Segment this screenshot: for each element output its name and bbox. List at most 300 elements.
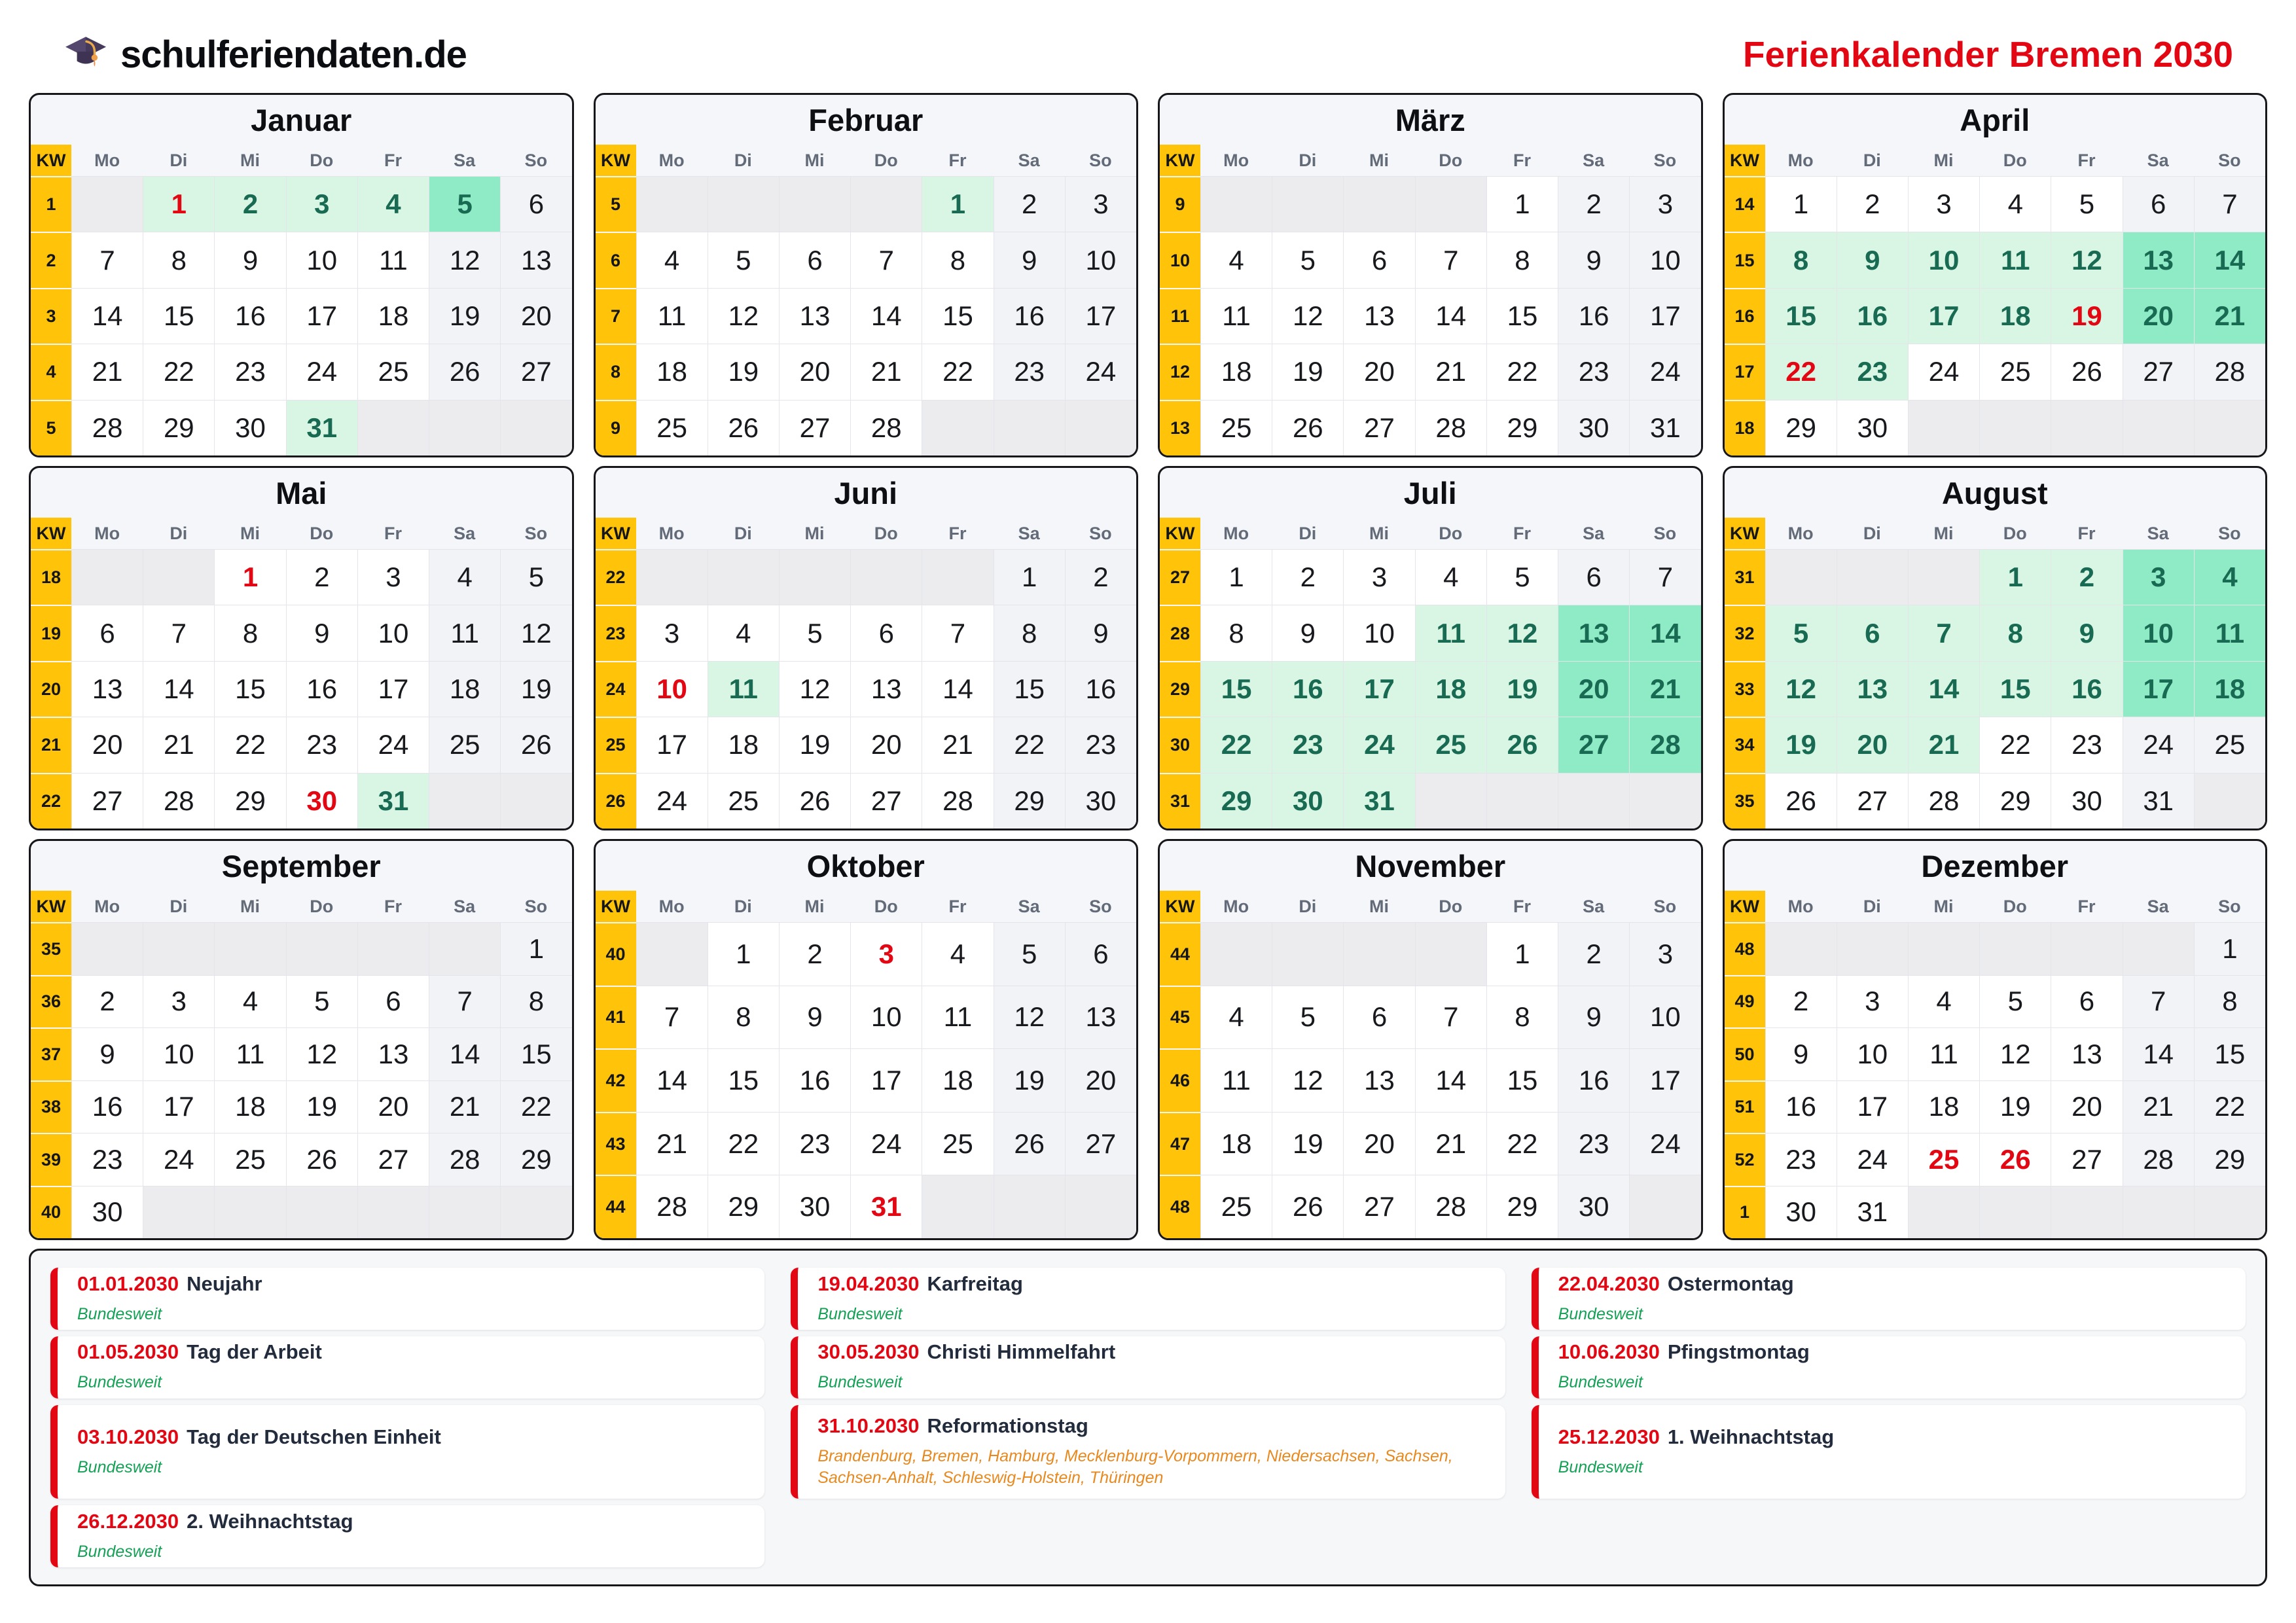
day-cell xyxy=(1272,176,1343,232)
day-cell: 8 xyxy=(922,232,993,287)
day-cell: 2 xyxy=(1558,176,1629,232)
kw-cell: 12 xyxy=(1160,344,1200,399)
day-cell: 1 xyxy=(1486,922,1558,986)
weekday-header: Do xyxy=(1439,523,1463,543)
kw-cell: 50 xyxy=(1725,1027,1765,1080)
holiday-date: 03.10.2030 xyxy=(77,1425,179,1448)
day-cell: 10 xyxy=(2123,605,2194,660)
kw-cell: 15 xyxy=(1725,232,1765,287)
day-cell: 3 xyxy=(1629,922,1700,986)
day-cell: 30 xyxy=(1065,773,1136,829)
day-cell xyxy=(922,400,993,455)
week-row xyxy=(1160,922,1701,986)
holiday-title-line xyxy=(817,1272,1485,1296)
day-cell: 8 xyxy=(1486,986,1558,1049)
day-cell: 9 xyxy=(779,986,850,1049)
day-cell: 30 xyxy=(779,1175,850,1238)
week-row xyxy=(1725,288,2266,344)
day-cell: 3 xyxy=(1837,975,1908,1028)
week-row xyxy=(596,1112,1137,1175)
day-cell: 18 xyxy=(922,1048,993,1112)
weekday-header: Di xyxy=(1299,896,1317,916)
day-cell: 24 xyxy=(143,1133,214,1186)
day-cell: 20 xyxy=(357,1080,429,1133)
day-cell: 30 xyxy=(1558,400,1629,455)
day-cell: 25 xyxy=(2194,717,2265,772)
day-cell xyxy=(994,1175,1065,1238)
weekday-header: Mi xyxy=(1369,150,1390,170)
day-cell: 1 xyxy=(994,549,1065,605)
day-cell: 19 xyxy=(779,717,850,772)
weeks-body xyxy=(31,922,572,1238)
kw-cell: 44 xyxy=(596,1175,636,1238)
holiday-entry xyxy=(50,1336,764,1399)
day-cell xyxy=(850,176,922,232)
day-cell: 5 xyxy=(1272,232,1343,287)
day-cell xyxy=(1629,773,1700,829)
day-cell: 23 xyxy=(1837,344,1908,399)
day-cell: 29 xyxy=(2194,1133,2265,1186)
day-cell xyxy=(429,773,500,829)
day-cell xyxy=(2051,1186,2122,1239)
day-cell: 30 xyxy=(1837,400,1908,455)
kw-cell: 37 xyxy=(31,1027,71,1080)
weekday-header: Mi xyxy=(1933,523,1954,543)
month-header-row xyxy=(596,518,1137,549)
day-cell: 29 xyxy=(1979,773,2051,829)
day-cell: 14 xyxy=(850,288,922,344)
day-cell: 20 xyxy=(500,288,571,344)
weekday-header: Sa xyxy=(1583,523,1605,543)
day-cell: 27 xyxy=(1065,1112,1136,1175)
holiday-name: Pfingstmontag xyxy=(1667,1340,1810,1364)
day-cell: 28 xyxy=(429,1133,500,1186)
weekday-header: Do xyxy=(2003,896,2027,916)
day-cell xyxy=(922,549,993,605)
day-cell: 14 xyxy=(429,1027,500,1080)
logo-link[interactable] xyxy=(64,33,467,77)
month-title: Februar xyxy=(808,102,924,137)
day-cell: 16 xyxy=(1837,288,1908,344)
day-cell: 12 xyxy=(1979,1027,2051,1080)
day-cell: 19 xyxy=(429,288,500,344)
day-cell: 6 xyxy=(1343,232,1414,287)
week-row xyxy=(1160,232,1701,287)
day-cell: 22 xyxy=(1200,717,1272,772)
kw-cell: 22 xyxy=(596,549,636,605)
holiday-regions: Bundesweit xyxy=(817,1373,903,1392)
day-cell: 25 xyxy=(922,1112,993,1175)
day-cell: 31 xyxy=(850,1175,922,1238)
day-cell: 7 xyxy=(1629,549,1700,605)
kw-cell: 17 xyxy=(1725,344,1765,399)
day-cell: 20 xyxy=(850,717,922,772)
week-row xyxy=(31,661,572,717)
day-cell: 24 xyxy=(1343,717,1414,772)
weekday-header: Fr xyxy=(2077,150,2096,170)
day-cell xyxy=(2051,400,2122,455)
holiday-name: Reformationstag xyxy=(927,1414,1088,1437)
day-cell: 30 xyxy=(286,773,357,829)
weekday-header: Di xyxy=(1863,896,1881,916)
day-cell: 24 xyxy=(850,1112,922,1175)
day-cell: 1 xyxy=(500,922,571,975)
day-cell: 24 xyxy=(2123,717,2194,772)
day-cell: 17 xyxy=(1343,661,1414,717)
day-cell xyxy=(429,400,500,455)
kw-cell: 34 xyxy=(1725,717,1765,772)
day-cell: 29 xyxy=(1486,1175,1558,1238)
day-cell: 6 xyxy=(2123,176,2194,232)
day-cell: 21 xyxy=(143,717,214,772)
kw-cell: 31 xyxy=(1725,549,1765,605)
day-cell: 27 xyxy=(1343,1175,1414,1238)
day-cell xyxy=(357,922,429,975)
weekday-header: Mo xyxy=(1787,523,1814,543)
day-cell xyxy=(214,922,285,975)
day-cell: 23 xyxy=(214,344,285,399)
month-title: Januar xyxy=(251,102,352,137)
day-cell: 9 xyxy=(1065,605,1136,660)
day-cell: 19 xyxy=(1272,1112,1343,1175)
holiday-date: 01.05.2030 xyxy=(77,1340,179,1364)
weekday-header: Do xyxy=(2003,150,2027,170)
weekday-header: Fr xyxy=(2077,523,2096,543)
day-cell: 18 xyxy=(1908,1080,1979,1133)
day-cell: 30 xyxy=(1558,1175,1629,1238)
kw-cell: 21 xyxy=(31,717,71,772)
weekday-header: So xyxy=(524,523,548,543)
weekday-header: Fr xyxy=(948,150,967,170)
day-cell: 20 xyxy=(1065,1048,1136,1112)
holiday-regions: Bundesweit xyxy=(1558,1304,1643,1323)
day-cell: 16 xyxy=(286,661,357,717)
day-cell xyxy=(214,1186,285,1239)
month-header-row xyxy=(31,145,572,176)
week-row xyxy=(31,1186,572,1239)
month-panel xyxy=(1723,466,2268,830)
day-cell: 25 xyxy=(1415,717,1486,772)
day-cell: 15 xyxy=(1486,288,1558,344)
day-cell xyxy=(1629,1175,1700,1238)
day-cell: 17 xyxy=(1629,288,1700,344)
week-row xyxy=(1725,176,2266,232)
day-cell: 14 xyxy=(1629,605,1700,660)
day-cell: 12 xyxy=(500,605,571,660)
holiday-title-line xyxy=(77,1510,745,1533)
day-cell: 24 xyxy=(1837,1133,1908,1186)
week-row xyxy=(1725,1186,2266,1239)
day-cell: 10 xyxy=(636,661,708,717)
day-cell xyxy=(1837,549,1908,605)
kw-cell: 42 xyxy=(596,1048,636,1112)
day-cell xyxy=(71,922,143,975)
kw-header-cell: KW xyxy=(31,518,71,549)
day-cell xyxy=(1343,176,1414,232)
kw-cell: 31 xyxy=(1160,773,1200,829)
day-cell: 19 xyxy=(1765,717,1837,772)
weekday-header: Do xyxy=(2003,523,2027,543)
day-cell: 16 xyxy=(1065,661,1136,717)
day-cell: 3 xyxy=(1908,176,1979,232)
day-cell: 12 xyxy=(286,1027,357,1080)
day-cell xyxy=(1415,922,1486,986)
holiday-name: Ostermontag xyxy=(1667,1272,1794,1295)
holiday-name: Christi Himmelfahrt xyxy=(927,1340,1116,1364)
day-cell: 2 xyxy=(1837,176,1908,232)
day-cell: 10 xyxy=(1065,232,1136,287)
weekday-header: Sa xyxy=(454,896,476,916)
week-row xyxy=(31,773,572,829)
day-cell: 27 xyxy=(1343,400,1414,455)
kw-cell: 28 xyxy=(1160,605,1200,660)
day-cell xyxy=(1558,773,1629,829)
day-cell: 12 xyxy=(2051,232,2122,287)
day-cell: 26 xyxy=(1979,1133,2051,1186)
day-cell: 22 xyxy=(143,344,214,399)
kw-header-cell: KW xyxy=(1160,145,1200,176)
day-cell: 25 xyxy=(1200,1175,1272,1238)
week-row xyxy=(31,1080,572,1133)
day-cell: 19 xyxy=(1486,661,1558,717)
kw-cell: 30 xyxy=(1160,717,1200,772)
day-cell: 23 xyxy=(779,1112,850,1175)
day-cell: 28 xyxy=(1415,1175,1486,1238)
weekday-header: Sa xyxy=(1583,150,1605,170)
day-cell: 2 xyxy=(2051,549,2122,605)
month-header-row xyxy=(31,518,572,549)
holiday-name: Tag der Arbeit xyxy=(187,1340,322,1364)
day-cell: 21 xyxy=(1629,661,1700,717)
day-cell: 6 xyxy=(1837,605,1908,660)
weekday-header: Do xyxy=(874,523,898,543)
month-title: April xyxy=(1960,102,2030,137)
day-cell: 4 xyxy=(214,975,285,1028)
day-cell: 3 xyxy=(1343,549,1414,605)
day-cell: 9 xyxy=(71,1027,143,1080)
day-cell xyxy=(850,549,922,605)
day-cell: 1 xyxy=(1486,176,1558,232)
holiday-date: 10.06.2030 xyxy=(1558,1340,1660,1364)
kw-cell: 33 xyxy=(1725,661,1765,717)
holiday-entry xyxy=(1532,1268,2246,1330)
day-cell: 8 xyxy=(214,605,285,660)
day-cell: 6 xyxy=(500,176,571,232)
day-cell: 26 xyxy=(500,717,571,772)
day-cell: 21 xyxy=(1415,344,1486,399)
weekday-header: Di xyxy=(170,523,188,543)
day-cell: 17 xyxy=(1908,288,1979,344)
week-row xyxy=(596,232,1137,287)
day-cell: 4 xyxy=(1979,176,2051,232)
kw-cell: 45 xyxy=(1160,986,1200,1049)
week-row xyxy=(1725,605,2266,660)
week-row xyxy=(1160,717,1701,772)
day-cell: 24 xyxy=(286,344,357,399)
weekday-header: Mi xyxy=(1933,150,1954,170)
day-cell: 18 xyxy=(1200,344,1272,399)
day-cell xyxy=(357,400,429,455)
day-cell: 7 xyxy=(143,605,214,660)
day-cell: 23 xyxy=(1558,1112,1629,1175)
holiday-regions: Bundesweit xyxy=(1558,1373,1643,1392)
kw-cell: 3 xyxy=(31,288,71,344)
day-cell xyxy=(286,922,357,975)
week-row xyxy=(1160,344,1701,399)
day-cell: 28 xyxy=(1629,717,1700,772)
day-cell xyxy=(1486,773,1558,829)
month-title: Mai xyxy=(276,475,327,510)
day-cell: 29 xyxy=(500,1133,571,1186)
day-cell: 4 xyxy=(1200,986,1272,1049)
day-cell: 15 xyxy=(1200,661,1272,717)
weekday-header: Mi xyxy=(804,896,825,916)
day-cell: 2 xyxy=(779,922,850,986)
week-row xyxy=(31,975,572,1028)
day-cell: 21 xyxy=(636,1112,708,1175)
weeks-body xyxy=(596,176,1137,455)
day-cell: 23 xyxy=(2051,717,2122,772)
day-cell: 7 xyxy=(636,986,708,1049)
holiday-title-line xyxy=(77,1425,745,1449)
weekday-header: So xyxy=(524,150,548,170)
weekday-header: Do xyxy=(310,523,334,543)
weekday-header: Mi xyxy=(1369,523,1390,543)
day-cell: 10 xyxy=(1837,1027,1908,1080)
week-row xyxy=(596,288,1137,344)
day-cell: 11 xyxy=(708,661,779,717)
weekday-header: Do xyxy=(310,150,334,170)
weekday-header: Mo xyxy=(1223,150,1249,170)
day-cell: 29 xyxy=(1200,773,1272,829)
month-panel xyxy=(1723,839,2268,1240)
day-cell: 17 xyxy=(1065,288,1136,344)
day-cell: 1 xyxy=(143,176,214,232)
day-cell: 13 xyxy=(1837,661,1908,717)
week-row xyxy=(1160,773,1701,829)
day-cell: 28 xyxy=(636,1175,708,1238)
day-cell xyxy=(1979,922,2051,975)
day-cell: 2 xyxy=(1558,922,1629,986)
weekday-header: So xyxy=(1653,523,1677,543)
day-cell: 22 xyxy=(994,717,1065,772)
day-cell: 11 xyxy=(1908,1027,1979,1080)
day-cell: 7 xyxy=(1415,986,1486,1049)
month-panel xyxy=(1723,93,2268,457)
holiday-regions: Bundesweit xyxy=(77,1304,162,1323)
day-cell: 14 xyxy=(71,288,143,344)
holiday-date: 01.01.2030 xyxy=(77,1272,179,1295)
day-cell: 2 xyxy=(994,176,1065,232)
holiday-entry xyxy=(791,1405,1505,1499)
kw-cell: 39 xyxy=(31,1133,71,1186)
day-cell: 15 xyxy=(708,1048,779,1112)
day-cell: 4 xyxy=(357,176,429,232)
kw-cell: 9 xyxy=(596,400,636,455)
day-cell: 20 xyxy=(1558,661,1629,717)
weekday-header: Mo xyxy=(1787,896,1814,916)
day-cell: 12 xyxy=(994,986,1065,1049)
day-cell: 23 xyxy=(71,1133,143,1186)
day-cell: 18 xyxy=(708,717,779,772)
logo-text: schulferiendaten.de xyxy=(120,33,467,76)
day-cell: 13 xyxy=(357,1027,429,1080)
day-cell: 4 xyxy=(1415,549,1486,605)
week-row xyxy=(1725,232,2266,287)
day-cell: 7 xyxy=(429,975,500,1028)
weekday-header: Do xyxy=(1439,896,1463,916)
day-cell: 21 xyxy=(71,344,143,399)
day-cell: 23 xyxy=(1065,717,1136,772)
day-cell xyxy=(708,549,779,605)
month-title: Dezember xyxy=(1921,848,2069,883)
weekday-header: Do xyxy=(310,896,334,916)
day-cell: 1 xyxy=(1765,176,1837,232)
week-row xyxy=(596,400,1137,455)
month-header-row xyxy=(1725,891,2266,922)
weekday-header: Mo xyxy=(658,523,685,543)
day-cell xyxy=(994,400,1065,455)
day-cell: 6 xyxy=(71,605,143,660)
day-cell: 11 xyxy=(2194,605,2265,660)
weekday-header: Mi xyxy=(804,523,825,543)
day-cell: 4 xyxy=(429,549,500,605)
day-cell: 14 xyxy=(143,661,214,717)
day-cell: 9 xyxy=(1272,605,1343,660)
holiday-regions: Bundesweit xyxy=(77,1542,162,1561)
week-row xyxy=(596,661,1137,717)
month-header-row xyxy=(1725,518,2266,549)
week-row xyxy=(1160,288,1701,344)
day-cell: 13 xyxy=(1343,1048,1414,1112)
day-cell: 5 xyxy=(994,922,1065,986)
month-header-row xyxy=(31,891,572,922)
holiday-title-line xyxy=(817,1340,1485,1364)
weekday-header: So xyxy=(1089,150,1112,170)
week-row xyxy=(596,1048,1137,1112)
day-cell: 3 xyxy=(143,975,214,1028)
week-row xyxy=(31,400,572,455)
day-cell xyxy=(1065,400,1136,455)
day-cell: 20 xyxy=(1837,717,1908,772)
day-cell: 20 xyxy=(1343,1112,1414,1175)
day-cell: 18 xyxy=(1979,288,2051,344)
week-row xyxy=(1725,717,2266,772)
kw-cell: 5 xyxy=(596,176,636,232)
weekday-header: Mo xyxy=(94,150,120,170)
weekday-header: Di xyxy=(170,896,188,916)
day-cell: 23 xyxy=(1558,344,1629,399)
month-header-row xyxy=(596,145,1137,176)
day-cell: 12 xyxy=(708,288,779,344)
day-cell: 8 xyxy=(1200,605,1272,660)
kw-cell: 20 xyxy=(31,661,71,717)
day-cell: 14 xyxy=(1415,1048,1486,1112)
day-cell: 5 xyxy=(1272,986,1343,1049)
day-cell: 4 xyxy=(1200,232,1272,287)
day-cell: 5 xyxy=(708,232,779,287)
day-cell: 28 xyxy=(1415,400,1486,455)
week-row xyxy=(1725,549,2266,605)
day-cell: 26 xyxy=(286,1133,357,1186)
holiday-legend xyxy=(29,1249,2267,1586)
week-row xyxy=(1725,661,2266,717)
weekday-header: Di xyxy=(1863,150,1881,170)
weekday-header: So xyxy=(1089,523,1112,543)
day-cell: 5 xyxy=(1765,605,1837,660)
weekday-header: Mo xyxy=(1223,896,1249,916)
week-row xyxy=(1160,1175,1701,1238)
